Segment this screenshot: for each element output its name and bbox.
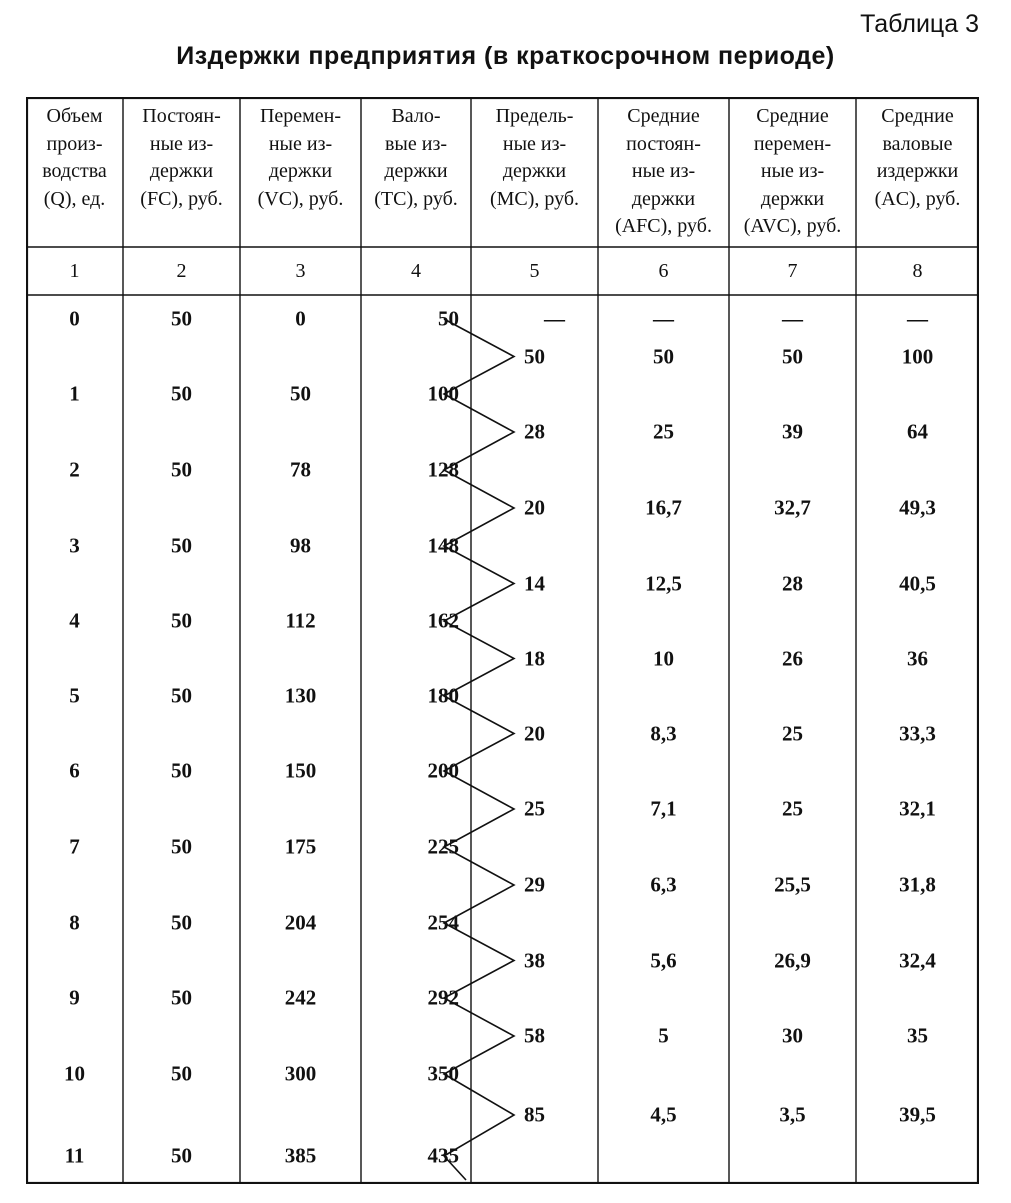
column-number-1: 1 xyxy=(69,259,80,282)
q-value: 2 xyxy=(69,457,80,482)
mc-value: 50 xyxy=(524,344,545,368)
tc-value: 254 xyxy=(427,910,459,935)
vc-value: 242 xyxy=(284,985,317,1010)
mc-value: 20 xyxy=(524,495,545,520)
afc-value: 12,5 xyxy=(645,571,682,595)
q-value: 5 xyxy=(69,683,80,708)
column-number-7: 7 xyxy=(787,259,798,282)
ac-value: 33,3 xyxy=(899,721,936,745)
q-value: 8 xyxy=(69,910,80,935)
avc-value: 39 xyxy=(782,419,803,444)
vc-value: 50 xyxy=(290,381,311,406)
afc-value: 25 xyxy=(653,419,674,444)
ac-value: 100 xyxy=(901,344,934,368)
tc-value: 162 xyxy=(427,608,459,633)
mc-value: 14 xyxy=(524,571,545,595)
cost-table xyxy=(26,97,979,1184)
fc-value: 50 xyxy=(171,758,192,783)
table-caption: Таблица 3 xyxy=(860,10,979,38)
mc-value: 29 xyxy=(524,872,545,897)
afc-value: 16,7 xyxy=(645,495,682,520)
mc-value: 85 xyxy=(524,1102,545,1127)
avc-value: 3,5 xyxy=(779,1102,806,1127)
tc-value: 435 xyxy=(427,1143,459,1168)
q-value: 4 xyxy=(69,608,80,633)
ac-value: 35 xyxy=(907,1023,928,1048)
q-value: 3 xyxy=(69,533,80,558)
vc-value: 98 xyxy=(290,533,311,558)
tc-value: 180 xyxy=(427,683,459,708)
mc-value: — xyxy=(544,306,565,331)
tc-value: 350 xyxy=(427,1061,459,1086)
q-value: 10 xyxy=(64,1061,85,1086)
header-fc: Постоян- ные из- держки (FC), руб. xyxy=(140,105,223,210)
afc-value: 5 xyxy=(658,1023,669,1048)
tc-value: 200 xyxy=(427,758,459,783)
fc-value: 50 xyxy=(171,533,192,558)
fc-value: 50 xyxy=(171,683,192,708)
fc-value: 50 xyxy=(171,457,192,482)
q-value: 7 xyxy=(69,834,80,859)
mc-value: 58 xyxy=(524,1023,545,1048)
vc-value: 130 xyxy=(284,683,317,708)
ac-value: — xyxy=(907,306,928,331)
ac-value: 64 xyxy=(907,419,928,444)
q-value: 1 xyxy=(69,381,80,406)
tc-value: 292 xyxy=(427,985,459,1010)
ac-value: 31,8 xyxy=(899,872,936,897)
fc-value: 50 xyxy=(171,381,192,406)
fc-value: 50 xyxy=(171,1061,192,1086)
vc-value: 300 xyxy=(284,1061,317,1086)
afc-value: 8,3 xyxy=(650,721,677,745)
avc-value: — xyxy=(782,306,803,331)
ac-value: 32,4 xyxy=(899,948,936,972)
vc-value: 204 xyxy=(284,910,317,935)
vc-value: 385 xyxy=(284,1143,317,1168)
afc-value: 5,6 xyxy=(650,948,677,972)
tc-value: 225 xyxy=(427,834,459,859)
afc-value: 50 xyxy=(653,344,674,368)
avc-value: 50 xyxy=(782,344,803,368)
mc-value: 18 xyxy=(524,646,545,670)
q-value: 11 xyxy=(64,1143,85,1168)
avc-value: 26 xyxy=(782,646,803,670)
vc-value: 0 xyxy=(295,306,306,331)
fc-value: 50 xyxy=(171,985,192,1010)
vc-value: 150 xyxy=(284,758,317,783)
header-avc: Средние перемен- ные из- держки (AVC), руб. xyxy=(743,105,842,237)
mc-value: 20 xyxy=(524,721,545,745)
column-number-3: 3 xyxy=(295,259,306,282)
fc-value: 50 xyxy=(171,306,192,331)
mc-zigzag-connector xyxy=(444,319,514,1156)
q-value: 6 xyxy=(69,758,80,783)
column-number-2: 2 xyxy=(176,259,187,282)
afc-value: 6,3 xyxy=(650,872,677,897)
column-number-4: 4 xyxy=(411,259,421,282)
afc-value: 7,1 xyxy=(650,796,677,821)
afc-value: — xyxy=(653,306,674,331)
header-afc: Средние постоян- ные из- держки (AFC), руб. xyxy=(615,105,712,237)
afc-value: 10 xyxy=(653,646,674,670)
ac-value: 32,1 xyxy=(899,796,936,821)
fc-value: 50 xyxy=(171,834,192,859)
avc-value: 28 xyxy=(782,571,803,595)
vc-value: 78 xyxy=(290,457,311,482)
avc-value: 25 xyxy=(782,796,803,821)
vc-value: 175 xyxy=(284,834,317,859)
avc-value: 25,5 xyxy=(774,872,811,897)
q-value: 0 xyxy=(69,306,80,331)
ac-value: 49,3 xyxy=(899,495,936,520)
tc-value: 148 xyxy=(427,533,459,558)
avc-value: 30 xyxy=(782,1023,803,1048)
column-number-5: 5 xyxy=(529,259,540,282)
q-value: 9 xyxy=(69,985,80,1010)
table-title: Издержки предприятия (в краткосрочном периоде) xyxy=(176,42,835,70)
vc-value: 112 xyxy=(285,608,316,633)
mc-value: 25 xyxy=(524,796,545,821)
column-number-6: 6 xyxy=(658,259,669,282)
header-vc: Перемен- ные из- держки (VC), руб. xyxy=(257,105,344,210)
ac-value: 40,5 xyxy=(899,571,936,595)
tc-value: 128 xyxy=(427,457,459,482)
ac-value: 36 xyxy=(907,646,928,670)
column-number-8: 8 xyxy=(912,259,923,282)
mc-value: 28 xyxy=(524,419,545,444)
ac-value: 39,5 xyxy=(899,1102,936,1127)
mc-value: 38 xyxy=(524,948,545,972)
fc-value: 50 xyxy=(171,1143,192,1168)
header-q: Объем произ- водства (Q), ед. xyxy=(42,105,107,210)
tc-value: 100 xyxy=(427,381,459,406)
header-ac: Средние валовые издержки (AC), руб. xyxy=(874,105,961,210)
afc-value: 4,5 xyxy=(650,1102,677,1127)
fc-value: 50 xyxy=(171,910,192,935)
tc-value: 50 xyxy=(438,306,459,331)
avc-value: 25 xyxy=(782,721,803,745)
header-mc: Предель- ные из- держки (MC), руб. xyxy=(489,105,580,210)
header-tc: Вало- вые из- держки (TC), руб. xyxy=(374,105,458,210)
avc-value: 26,9 xyxy=(774,948,811,972)
fc-value: 50 xyxy=(171,608,192,633)
avc-value: 32,7 xyxy=(774,495,811,520)
